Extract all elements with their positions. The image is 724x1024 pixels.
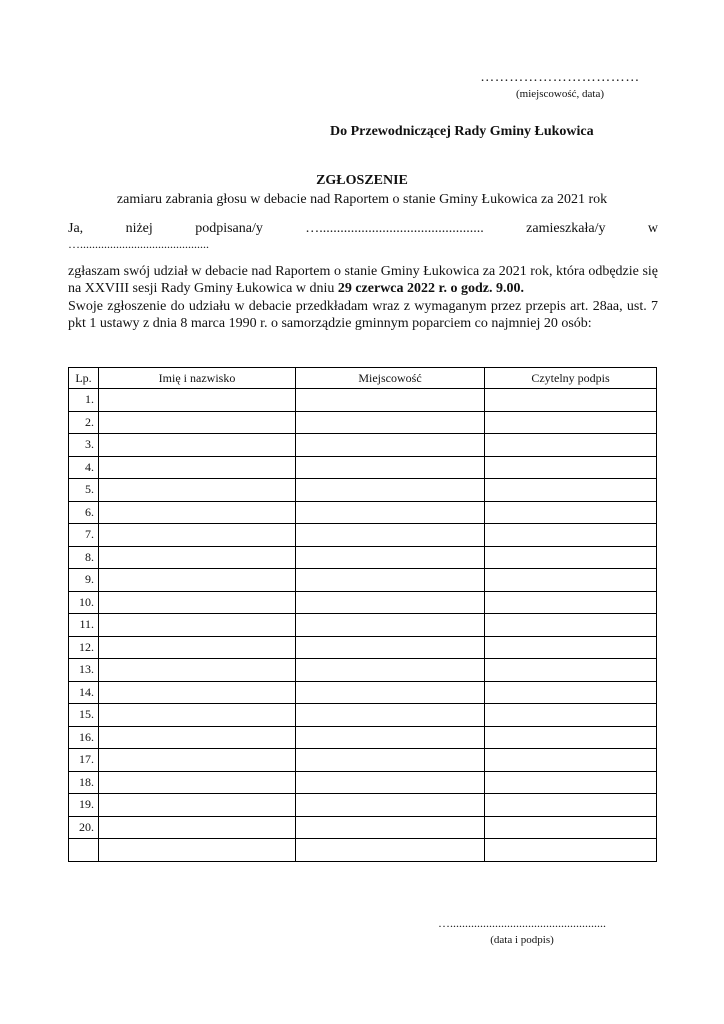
table-row [69,659,657,682]
declarant-word: w [647,221,658,236]
table-row [69,636,657,659]
header-signature: Czytelny podpis [485,368,657,389]
signature-cell[interactable] [485,456,657,479]
locality-cell[interactable] [296,479,485,502]
row-number: 9. [69,569,99,592]
signature-cell[interactable] [485,614,657,637]
name-cell[interactable] [99,456,296,479]
signature-cell[interactable] [485,411,657,434]
name-cell[interactable] [99,816,296,839]
locality-cell[interactable] [296,524,485,547]
signature-cell[interactable] [485,749,657,772]
declarant-name-dots: …............................................... [305,221,484,236]
name-cell[interactable] [99,771,296,794]
row-number: 11. [69,614,99,637]
name-cell[interactable] [99,636,296,659]
row-number: 1. [69,389,99,412]
name-cell[interactable] [99,411,296,434]
locality-cell[interactable] [296,704,485,727]
signature-cell[interactable] [485,659,657,682]
signature-cell[interactable] [485,636,657,659]
support-table [68,367,657,862]
participation-text: zgłaszam swój udział w debacie nad Raportem o stanie Gminy Łukowica za 2021 rok, która odbędzie się na XXVIII sesji Rady Gminy Łukowica w dniu [68,264,658,296]
name-cell[interactable] [99,704,296,727]
row-number: 16. [69,726,99,749]
name-cell[interactable] [99,434,296,457]
signature-cell[interactable] [485,569,657,592]
row-number: 6. [69,501,99,524]
locality-cell[interactable] [296,636,485,659]
place-date-dots: …………………………… [480,70,640,85]
table-row [69,524,657,547]
table-row [69,411,657,434]
table-row [69,389,657,412]
signature-label: (data i podpis) [490,934,554,946]
participation-paragraph [68,263,658,297]
row-number: 2. [69,411,99,434]
signature-cell[interactable] [485,501,657,524]
signature-cell[interactable] [485,389,657,412]
name-cell[interactable] [99,726,296,749]
signature-cell[interactable] [485,591,657,614]
row-number: 20. [69,816,99,839]
name-cell[interactable] [99,659,296,682]
table-row [69,749,657,772]
name-cell[interactable] [99,501,296,524]
name-cell[interactable] [99,524,296,547]
locality-cell[interactable] [296,726,485,749]
session-date: 29 czerwca 2022 r. o godz. 9.00. [337,281,524,296]
row-number: 18. [69,771,99,794]
declarant-word: podpisana/y [195,221,263,236]
name-cell[interactable] [99,681,296,704]
row-number: 8. [69,546,99,569]
support-paragraph: Swoje zgłoszenie do udziału w debacie przedkładam wraz z wymaganym przez przepis art. 28aa, ust. 7 pkt 1 ustawy z dnia 8 marca 1990 r. o samorządzie gminnym poparciem co najmniej 20 osób: [68,299,658,331]
signature-cell[interactable] [485,524,657,547]
row-number: 7. [69,524,99,547]
declarant-word: niżej [125,221,153,236]
row-number [69,839,99,862]
signature-cell[interactable] [485,794,657,817]
signature-cell[interactable] [485,479,657,502]
header-locality: Miejscowość [296,368,485,389]
name-cell[interactable] [99,479,296,502]
locality-cell[interactable] [296,591,485,614]
row-number: 3. [69,434,99,457]
header-lp: Lp. [69,368,99,389]
table-row [69,591,657,614]
locality-cell[interactable] [296,659,485,682]
row-number: 10. [69,591,99,614]
locality-cell[interactable] [296,614,485,637]
table-row [69,839,657,862]
table-row [69,479,657,502]
signature-cell[interactable] [485,704,657,727]
locality-cell[interactable] [296,456,485,479]
locality-cell[interactable] [296,389,485,412]
signature-cell[interactable] [485,726,657,749]
signature-dots: ….................................................... [438,916,606,930]
locality-cell[interactable] [296,546,485,569]
form-title: ZGŁOSZENIE [316,173,408,188]
declarant-word: zamieszkała/y [526,221,606,236]
table-row [69,614,657,637]
name-cell[interactable] [99,794,296,817]
name-cell[interactable] [99,389,296,412]
name-cell[interactable] [99,839,296,862]
table-row [69,681,657,704]
row-number: 19. [69,794,99,817]
addressee: Do Przewodniczącej Rady Gminy Łukowica [330,124,594,139]
name-cell[interactable] [99,749,296,772]
declarant-line [68,221,658,237]
form-subtitle: zamiaru zabrania głosu w debacie nad Raportem o stanie Gminy Łukowica za 2021 rok [116,192,608,207]
table-header-row [69,368,657,389]
locality-cell[interactable] [296,411,485,434]
row-number: 5. [69,479,99,502]
signature-cell[interactable] [485,681,657,704]
row-number: 4. [69,456,99,479]
table-row [69,546,657,569]
locality-cell[interactable] [296,434,485,457]
row-number: 15. [69,704,99,727]
locality-cell[interactable] [296,681,485,704]
header-name: Imię i nazwisko [99,368,296,389]
locality-cell[interactable] [296,501,485,524]
row-number: 14. [69,681,99,704]
locality-cell[interactable] [296,794,485,817]
declarant-address-dots: …........................................... [68,237,209,251]
locality-cell[interactable] [296,816,485,839]
table-row [69,726,657,749]
locality-cell[interactable] [296,839,485,862]
name-cell[interactable] [99,614,296,637]
signature-cell[interactable] [485,816,657,839]
row-number: 13. [69,659,99,682]
signature-cell[interactable] [485,546,657,569]
signature-cell[interactable] [485,434,657,457]
table-row [69,704,657,727]
table-row [69,434,657,457]
table-row [69,816,657,839]
name-cell[interactable] [99,591,296,614]
signature-cell[interactable] [485,771,657,794]
place-date-label: (miejscowość, data) [516,88,604,100]
row-number: 12. [69,636,99,659]
table-row [69,456,657,479]
table-row [69,569,657,592]
row-number: 17. [69,749,99,772]
table-row [69,501,657,524]
table-row [69,794,657,817]
name-cell[interactable] [99,569,296,592]
table-row [69,771,657,794]
locality-cell[interactable] [296,569,485,592]
name-cell[interactable] [99,546,296,569]
locality-cell[interactable] [296,749,485,772]
declarant-word: Ja, [68,221,84,236]
locality-cell[interactable] [296,771,485,794]
signature-cell[interactable] [485,839,657,862]
